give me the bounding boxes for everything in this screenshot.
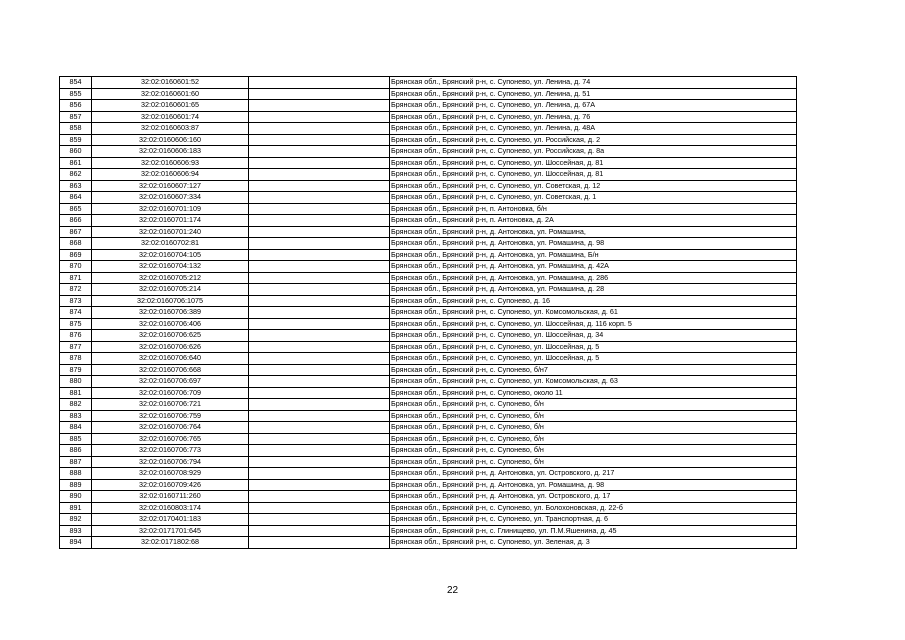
extra-cell [249,192,390,204]
extra-cell [249,100,390,112]
row-number-cell: 854 [60,77,92,89]
extra-cell [249,180,390,192]
cadastral-number-cell: 32:02:0160606:93 [92,157,249,169]
table-row [60,468,797,480]
extra-cell [249,364,390,376]
extra-cell [249,272,390,284]
table-row [60,399,797,411]
table-row [60,249,797,261]
cadastral-number-cell: 32:02:0160706:406 [92,318,249,330]
extra-cell [249,537,390,549]
row-number-cell: 870 [60,261,92,273]
cadastral-number-cell: 32:02:0160706:773 [92,445,249,457]
table-row [60,433,797,445]
cadastral-number-cell: 32:02:0160706:759 [92,410,249,422]
row-number-cell: 880 [60,376,92,388]
row-number-cell: 877 [60,341,92,353]
cadastral-number-cell: 32:02:0160711:260 [92,491,249,503]
address-cell: Брянская обл., Брянский р-н, д. Антоновка, ул. Ромашина, д. 98 [390,238,797,250]
cadastral-number-cell: 32:02:0160706:625 [92,330,249,342]
cadastral-number-cell: 32:02:0160601:74 [92,111,249,123]
address-cell: Брянская обл., Брянский р-н, с. Супонево, б/н [390,445,797,457]
row-number-cell: 874 [60,307,92,319]
address-cell: Брянская обл., Брянский р-н, с. Супонево, ул. Шоссейная, д. 116 корп. 5 [390,318,797,330]
extra-cell [249,479,390,491]
row-number-cell: 878 [60,353,92,365]
address-cell: Брянская обл., Брянский р-н, с. Супонево, ул. Болохоновская, д. 22-б [390,502,797,514]
table-row [60,134,797,146]
row-number-cell: 864 [60,192,92,204]
extra-cell [249,468,390,480]
cadastral-number-cell: 32:02:0160706:764 [92,422,249,434]
address-cell: Брянская обл., Брянский р-н, с. Супонево, ул. Шоссейная, д. 81 [390,169,797,181]
table-row [60,387,797,399]
row-number-cell: 860 [60,146,92,158]
address-cell: Брянская обл., Брянский р-н, с. Супонево, около 11 [390,387,797,399]
address-cell: Брянская обл., Брянский р-н, с. Супонево, б/н [390,433,797,445]
row-number-cell: 876 [60,330,92,342]
row-number-cell: 887 [60,456,92,468]
address-cell: Брянская обл., Брянский р-н, с. Супонево, ул. Шоссейная, д. 81 [390,157,797,169]
cadastral-number-cell: 32:02:0160706:794 [92,456,249,468]
cadastral-number-cell: 32:02:0160607:334 [92,192,249,204]
address-cell: Брянская обл., Брянский р-н, с. Супонево, б/н [390,456,797,468]
row-number-cell: 855 [60,88,92,100]
table-row [60,502,797,514]
row-number-cell: 875 [60,318,92,330]
extra-cell [249,77,390,89]
extra-cell [249,456,390,468]
table-row [60,215,797,227]
table-row [60,157,797,169]
table-row [60,364,797,376]
extra-cell [249,353,390,365]
cadastral-number-cell: 32:02:0160701:109 [92,203,249,215]
table-row [60,307,797,319]
address-cell: Брянская обл., Брянский р-н, с. Супонево, ул. Комсомольская, д. 61 [390,307,797,319]
row-number-cell: 863 [60,180,92,192]
extra-cell [249,88,390,100]
table-row [60,77,797,89]
address-cell: Брянская обл., Брянский р-н, д. Антоновка, ул. Островского, д. 17 [390,491,797,503]
cadastral-number-cell: 32:02:0160706:697 [92,376,249,388]
table-row [60,537,797,549]
table-row [60,123,797,135]
table-row [60,169,797,181]
address-cell: Брянская обл., Брянский р-н, с. Супонево, ул. Шоссейная, д. 5 [390,341,797,353]
extra-cell [249,525,390,537]
address-cell: Брянская обл., Брянский р-н, с. Супонево, ул. Ленина, д. 67А [390,100,797,112]
row-number-cell: 868 [60,238,92,250]
cadastral-number-cell: 32:02:0160706:640 [92,353,249,365]
row-number-cell: 893 [60,525,92,537]
address-cell: Брянская обл., Брянский р-н, с. Супонево, ул. Ленина, д. 51 [390,88,797,100]
table-row [60,88,797,100]
row-number-cell: 856 [60,100,92,112]
address-cell: Брянская обл., Брянский р-н, с. Супонево, ул. Транспортная, д. 6 [390,514,797,526]
table-row [60,226,797,238]
row-number-cell: 873 [60,295,92,307]
extra-cell [249,203,390,215]
address-cell: Брянская обл., Брянский р-н, с. Глинищево, ул. П.М.Яшенина, д. 45 [390,525,797,537]
address-cell: Брянская обл., Брянский р-н, с. Супонево, ул. Зеленая, д. 3 [390,537,797,549]
address-cell: Брянская обл., Брянский р-н, п. Антоновка, д. 2А [390,215,797,227]
cadastral-number-cell: 32:02:0160709:426 [92,479,249,491]
cadastral-number-cell: 32:02:0160606:160 [92,134,249,146]
extra-cell [249,226,390,238]
address-cell: Брянская обл., Брянский р-н, с. Супонево, б/н [390,410,797,422]
cadastral-number-cell: 32:02:0171701:645 [92,525,249,537]
cadastral-number-cell: 32:02:0160601:52 [92,77,249,89]
extra-cell [249,491,390,503]
extra-cell [249,111,390,123]
extra-cell [249,433,390,445]
row-number-cell: 879 [60,364,92,376]
table-row [60,514,797,526]
extra-cell [249,238,390,250]
row-number-cell: 881 [60,387,92,399]
table-row [60,111,797,123]
cadastral-number-cell: 32:02:0160706:721 [92,399,249,411]
row-number-cell: 884 [60,422,92,434]
cadastral-number-cell: 32:02:0160702:81 [92,238,249,250]
extra-cell [249,445,390,457]
extra-cell [249,410,390,422]
address-cell: Брянская обл., Брянский р-н, с. Супонево, ул. Шоссейная, д. 5 [390,353,797,365]
row-number-cell: 861 [60,157,92,169]
table-row [60,445,797,457]
cadastral-number-cell: 32:02:0160705:212 [92,272,249,284]
cadastral-number-cell: 32:02:0160705:214 [92,284,249,296]
table-row [60,238,797,250]
row-number-cell: 866 [60,215,92,227]
row-number-cell: 871 [60,272,92,284]
address-cell: Брянская обл., Брянский р-н, с. Супонево, ул. Советская, д. 1 [390,192,797,204]
table-row [60,341,797,353]
extra-cell [249,422,390,434]
cadastral-number-cell: 32:02:0160701:174 [92,215,249,227]
extra-cell [249,307,390,319]
cadastral-number-cell: 32:02:0171802:68 [92,537,249,549]
extra-cell [249,514,390,526]
table-row [60,100,797,112]
address-cell: Брянская обл., Брянский р-н, с. Супонево, ул. Советская, д. 12 [390,180,797,192]
cadastral-number-cell: 32:02:0160601:65 [92,100,249,112]
table-row [60,295,797,307]
table-row [60,491,797,503]
cadastral-number-cell: 32:02:0160607:127 [92,180,249,192]
cadastral-number-cell: 32:02:0160706:1075 [92,295,249,307]
extra-cell [249,387,390,399]
extra-cell [249,261,390,273]
address-cell: Брянская обл., Брянский р-н, п. Антоновка, б/н [390,203,797,215]
row-number-cell: 882 [60,399,92,411]
row-number-cell: 857 [60,111,92,123]
table-row [60,353,797,365]
row-number-cell: 867 [60,226,92,238]
row-number-cell: 865 [60,203,92,215]
row-number-cell: 886 [60,445,92,457]
cadastral-number-cell: 32:02:0160701:240 [92,226,249,238]
extra-cell [249,318,390,330]
row-number-cell: 872 [60,284,92,296]
extra-cell [249,157,390,169]
row-number-cell: 862 [60,169,92,181]
row-number-cell: 894 [60,537,92,549]
table-row [60,410,797,422]
row-number-cell: 890 [60,491,92,503]
cadastral-number-cell: 32:02:0160803:174 [92,502,249,514]
address-cell: Брянская обл., Брянский р-н, д. Антоновка, ул. Ромашина, д. 286 [390,272,797,284]
row-number-cell: 858 [60,123,92,135]
row-number-cell: 859 [60,134,92,146]
address-cell: Брянская обл., Брянский р-н, д. Антоновка, ул. Ромашина, Б/н [390,249,797,261]
table-row [60,146,797,158]
page-number: 22 [446,585,459,596]
address-cell: Брянская обл., Брянский р-н, с. Супонево, д. 16 [390,295,797,307]
table-row [60,261,797,273]
extra-cell [249,295,390,307]
cadastral-number-cell: 32:02:0160706:389 [92,307,249,319]
cadastral-number-cell: 32:02:0160704:105 [92,249,249,261]
address-cell: Брянская обл., Брянский р-н, д. Антоновка, ул. Ромашина, д. 28 [390,284,797,296]
address-cell: Брянская обл., Брянский р-н, с. Супонево, ул. Ленина, д. 74 [390,77,797,89]
table-row [60,203,797,215]
extra-cell [249,123,390,135]
cadastral-number-cell: 32:02:0160601:60 [92,88,249,100]
cadastral-number-cell: 32:02:0160706:668 [92,364,249,376]
cadastral-number-cell: 32:02:0160704:132 [92,261,249,273]
row-number-cell: 892 [60,514,92,526]
cadastral-number-cell: 32:02:0160606:94 [92,169,249,181]
table-row [60,479,797,491]
address-cell: Брянская обл., Брянский р-н, с. Супонево, б/н [390,422,797,434]
table-row [60,272,797,284]
address-cell: Брянская обл., Брянский р-н, д. Антоновка, ул. Ромашина, [390,226,797,238]
table-row [60,456,797,468]
extra-cell [249,376,390,388]
address-cell: Брянская обл., Брянский р-н, с. Супонево, б/н [390,399,797,411]
cadastral-number-cell: 32:02:0160708:929 [92,468,249,480]
row-number-cell: 885 [60,433,92,445]
extra-cell [249,249,390,261]
cadastral-number-cell: 32:02:0160606:183 [92,146,249,158]
registry-table [59,76,797,549]
extra-cell [249,169,390,181]
extra-cell [249,330,390,342]
table-row [60,525,797,537]
cadastral-number-cell: 32:02:0170401:183 [92,514,249,526]
table-row [60,330,797,342]
row-number-cell: 883 [60,410,92,422]
address-cell: Брянская обл., Брянский р-н, д. Антоновка, ул. Островского, д. 217 [390,468,797,480]
address-cell: Брянская обл., Брянский р-н, с. Супонево, б/н7 [390,364,797,376]
table-row [60,422,797,434]
extra-cell [249,284,390,296]
table-row [60,180,797,192]
address-cell: Брянская обл., Брянский р-н, с. Супонево, ул. Российская, д. 2 [390,134,797,146]
table-row [60,284,797,296]
cadastral-number-cell: 32:02:0160706:709 [92,387,249,399]
address-cell: Брянская обл., Брянский р-н, с. Супонево, ул. Комсомольская, д. 63 [390,376,797,388]
table-row [60,192,797,204]
address-cell: Брянская обл., Брянский р-н, с. Супонево, ул. Российская, д. 8а [390,146,797,158]
extra-cell [249,341,390,353]
address-cell: Брянская обл., Брянский р-н, с. Супонево, ул. Шоссейная, д. 34 [390,330,797,342]
extra-cell [249,134,390,146]
cadastral-number-cell: 32:02:0160706:626 [92,341,249,353]
row-number-cell: 869 [60,249,92,261]
row-number-cell: 889 [60,479,92,491]
row-number-cell: 888 [60,468,92,480]
address-cell: Брянская обл., Брянский р-н, с. Супонево, ул. Ленина, д. 48А [390,123,797,135]
registry-table-body [60,77,797,549]
extra-cell [249,146,390,158]
address-cell: Брянская обл., Брянский р-н, с. Супонево, ул. Ленина, д. 76 [390,111,797,123]
table-row [60,318,797,330]
table-row [60,376,797,388]
extra-cell [249,215,390,227]
address-cell: Брянская обл., Брянский р-н, д. Антоновка, ул. Ромашина, д. 42А [390,261,797,273]
extra-cell [249,502,390,514]
row-number-cell: 891 [60,502,92,514]
cadastral-number-cell: 32:02:0160603:87 [92,123,249,135]
address-cell: Брянская обл., Брянский р-н, д. Антоновка, ул. Ромашина, д. 98 [390,479,797,491]
cadastral-number-cell: 32:02:0160706:765 [92,433,249,445]
extra-cell [249,399,390,411]
